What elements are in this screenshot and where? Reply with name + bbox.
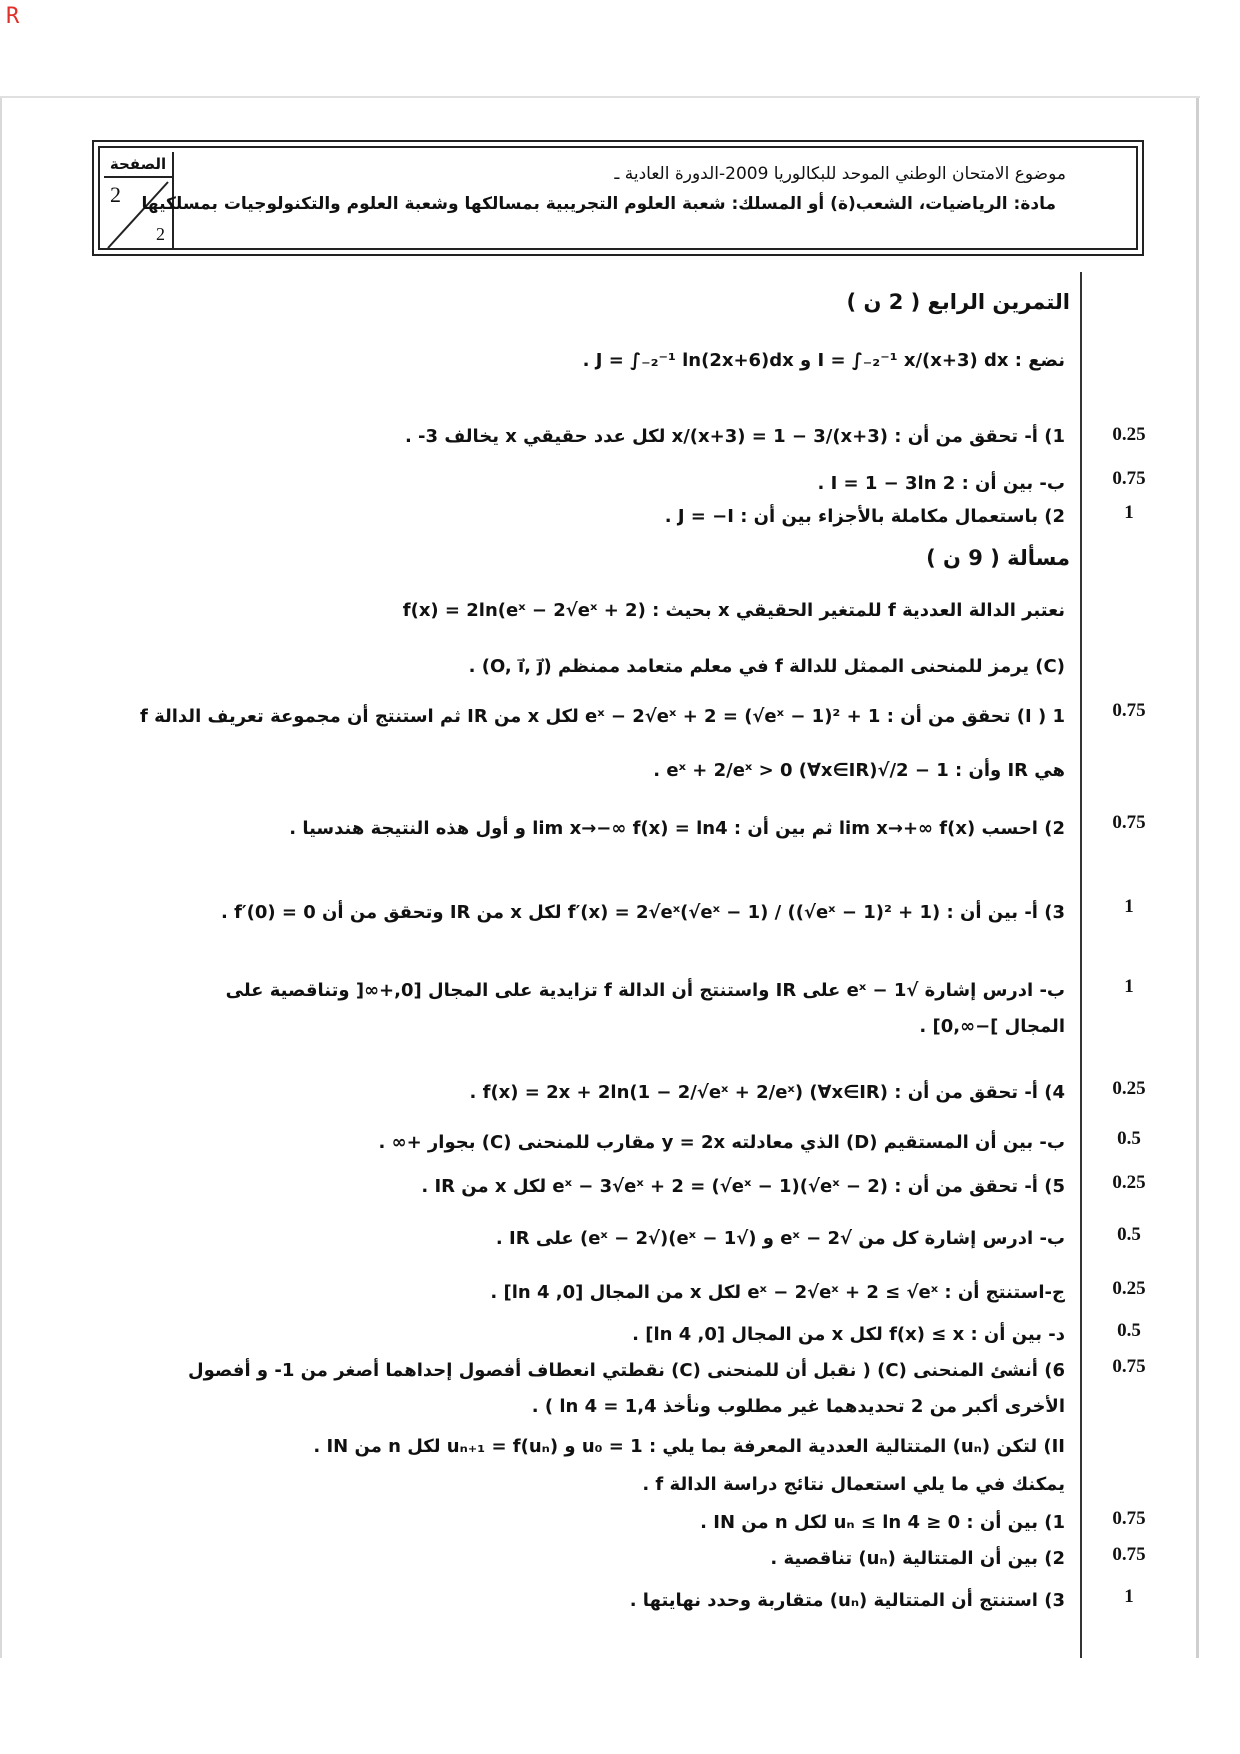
problem-q6-cont: الأخرى أكبر من 2 تحديدهما غير مطلوب ونأخذ ln 4 = 1,4 ) . — [531, 1396, 1065, 1417]
problem-q1-cont: هي IR وأن : 1 − 2/√eˣ + 2/eˣ > 0 (∀x∈IR) . — [653, 760, 1065, 781]
corner-mark: R — [6, 4, 20, 29]
score-q5a: 0.25 — [1112, 1172, 1146, 1193]
problem-II-q3: 3) استنتج أن المتتالية (uₙ) متقاربة وحدد نهايتها . — [629, 1590, 1065, 1611]
page-current: 2 — [110, 182, 121, 207]
exercise4-title: التمرين الرابع ( 2 ن ) — [846, 290, 1070, 314]
exam-header-inner — [98, 146, 1138, 250]
problem-q3b-cont: المجال ]−∞,0] . — [919, 1016, 1065, 1037]
problem-II-intro: II) لتكن (uₙ) المتتالية العددية المعرفة بما يلي : u₀ = 1 و uₙ₊₁ = f(uₙ) لكل n من IN . — [313, 1436, 1065, 1457]
problem-II-intro2: يمكنك في ما يلي استعمال نتائج دراسة الدالة f . — [642, 1474, 1065, 1495]
score-q4a: 0.25 — [1112, 1078, 1146, 1099]
margin-rule — [1080, 272, 1082, 1658]
score-q3b: 1 — [1124, 976, 1134, 997]
score-II-q2: 0.75 — [1112, 1544, 1146, 1565]
score-q1: 0.75 — [1112, 700, 1146, 721]
problem-q5a: 5) أ- تحقق من أن : eˣ − 3√eˣ + 2 = (√eˣ − 1)(√eˣ − 2) لكل x من IR . — [421, 1176, 1065, 1197]
score-II-q1: 0.75 — [1112, 1508, 1146, 1529]
exam-subject: مادة: الرياضيات، الشعب(ة) أو المسلك: شعبة العلوم التجريبية بمسالكها وشعبة العلوم والتكنولوجيات بمسلكيها — [141, 194, 1056, 214]
problem-q3a: 3) أ- بين أن : f′(x) = 2√eˣ(√eˣ − 1) / ((√eˣ − 1)² + 1) لكل x من IR وتحقق من أن f′(0) = 0 . — [220, 902, 1065, 923]
exam-header — [92, 140, 1144, 256]
score-q5b: 0.5 — [1117, 1224, 1141, 1245]
problem-q3b: ب- ادرس إشارة √eˣ − 1 على IR واستنتج أن الدالة f تزايدية على المجال [0,+∞[ وتناقصية على — [225, 980, 1065, 1001]
score-ex4-q1a: 0.25 — [1112, 424, 1146, 445]
score-q2: 0.75 — [1112, 812, 1146, 833]
exercise4-intro: نضع : I = ∫₋₂⁻¹ x/(x+3) dx و J = ∫₋₂⁻¹ ln(2x+6)dx . — [582, 350, 1065, 371]
problem-intro2: (C) يرمز للمنحنى الممثل للدالة f في معلم متعامد ممنظم (O, i⃗, j⃗) . — [468, 656, 1065, 677]
problem-title: مسألة ( 9 ن ) — [926, 546, 1070, 570]
score-II-q3: 1 — [1124, 1586, 1134, 1607]
exercise4-q1a: 1) أ- تحقق من أن : x/(x+3) = 1 − 3/(x+3) لكل عدد حقيقي x يخالف 3- . — [404, 426, 1065, 447]
page-label: الصفحة — [104, 152, 172, 178]
page-total: 2 — [156, 224, 165, 244]
scan-edge-top — [0, 96, 1200, 98]
problem-II-q2: 2) بين أن المتتالية (uₙ) تناقصية . — [770, 1548, 1065, 1569]
problem-q4a: 4) أ- تحقق من أن : f(x) = 2x + 2ln(1 − 2/√eˣ + 2/eˣ) (∀x∈IR) . — [469, 1082, 1065, 1103]
scan-edge-left — [0, 98, 2, 1658]
exercise4-q2: 2) باستعمال مكاملة بالأجزاء بين أن : J = −I . — [664, 506, 1065, 527]
score-q6: 0.75 — [1112, 1356, 1146, 1377]
problem-intro1: نعتبر الدالة العددية f للمتغير الحقيقي x بحيث : f(x) = 2ln(eˣ − 2√eˣ + 2) — [402, 600, 1065, 621]
problem-q1: I ) 1) تحقق من أن : eˣ − 2√eˣ + 2 = (√eˣ − 1)² + 1 لكل x من IR ثم استنتج أن مجموعة تعريف الدالة f — [139, 706, 1065, 727]
problem-II-q1: 1) بين أن : 0 ≤ uₙ ≤ ln 4 لكل n من IN . — [700, 1512, 1065, 1533]
score-q5c: 0.25 — [1112, 1278, 1146, 1299]
score-ex4-q1b: 0.75 — [1112, 468, 1146, 489]
problem-q5c: ج-استنتج أن : eˣ − 2√eˣ + 2 ≤ √eˣ لكل x من المجال [0, ln 4] . — [490, 1282, 1065, 1303]
problem-q6: 6) أنشئ المنحنى (C) ( نقبل أن للمنحنى (C) نقطتي انعطاف أفصول إحداهما أصغر من 1- و أفصول — [188, 1360, 1065, 1381]
problem-q5d: د- بين أن : f(x) ≤ x لكل x من المجال [0, ln 4] . — [632, 1324, 1065, 1345]
score-q3a: 1 — [1124, 896, 1134, 917]
score-q5d: 0.5 — [1117, 1320, 1141, 1341]
exercise4-q1b: ب- بين أن : I = 1 − 3ln 2 . — [817, 473, 1065, 494]
score-ex4-q2: 1 — [1124, 502, 1134, 523]
problem-q5b: ب- ادرس إشارة كل من √eˣ − 2 و (√eˣ − 1)(√eˣ − 2) على IR . — [495, 1228, 1065, 1249]
problem-q2: 2) احسب lim x→+∞ f(x) ثم بين أن : lim x→−∞ f(x) = ln4 و أول هذه النتيجة هندسيا . — [289, 818, 1065, 839]
scan-edge-right — [1196, 98, 1199, 1658]
exam-title: موضوع الامتحان الوطني الموحد للبكالوريا 2009-الدورة العادية ـ — [614, 164, 1066, 184]
problem-q4b: ب- بين أن المستقيم (D) الذي معادلته y = 2x مقارب للمنحنى (C) بجوار +∞ . — [378, 1132, 1065, 1153]
score-q4b: 0.5 — [1117, 1128, 1141, 1149]
